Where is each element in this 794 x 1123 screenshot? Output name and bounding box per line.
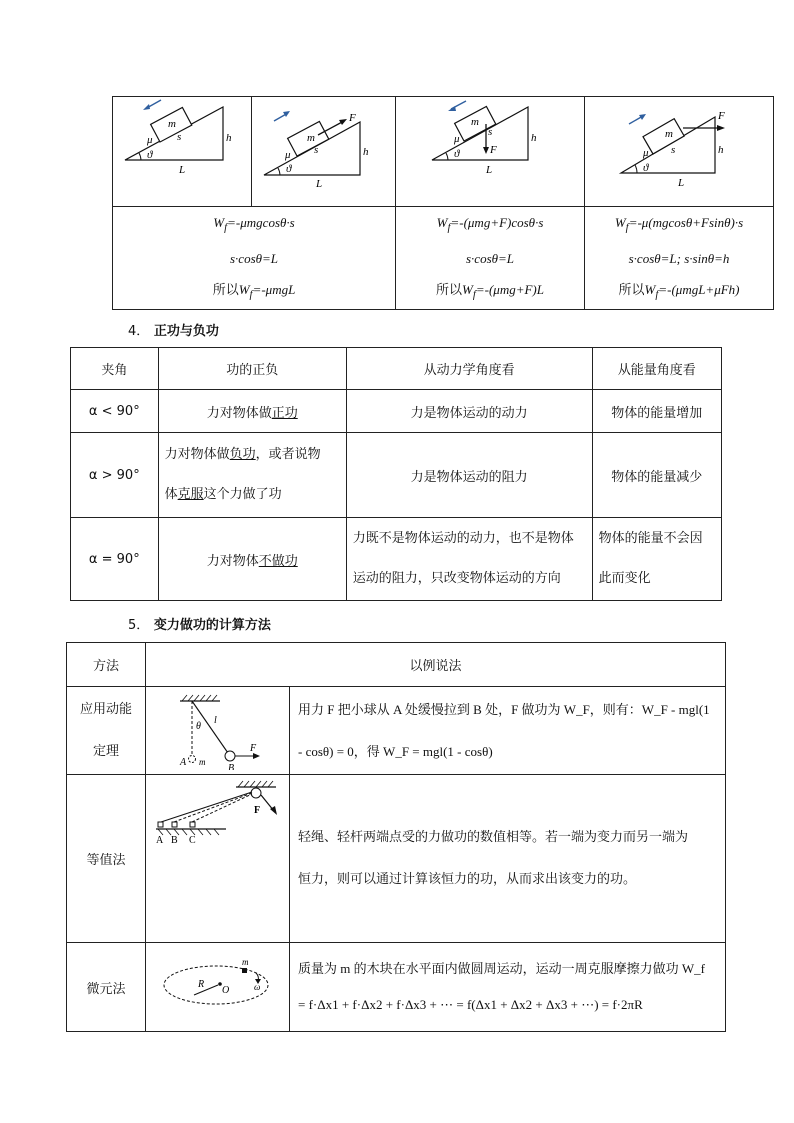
svg-text:A: A <box>156 835 164 846</box>
section-4-title: 正功与负功 <box>153 324 219 339</box>
svg-text:m: m <box>665 128 673 140</box>
energy-unchanged: 物体的能量不会因 此而变化 <box>592 518 721 601</box>
formula-cell-3: $W_f=-\mu(mgcos\theta+Fsin\theta)\cdot s$ s·cosθ=L; s·sinθ=h 所以$W_f=-(\mu mgL+\mu Fh)$ <box>585 207 774 310</box>
svg-text:ω: ω <box>254 982 261 992</box>
header-method: 方法 <box>67 643 146 687</box>
svg-text:m: m <box>471 116 479 128</box>
header-example: 以例说法 <box>146 643 726 687</box>
svg-text:B: B <box>171 835 178 846</box>
pulley-rope-diagram <box>146 775 289 855</box>
fig-circle-cell <box>146 943 290 1032</box>
svg-text:ϑ: ϑ <box>147 149 153 161</box>
header-sign: 功的正负 <box>158 348 346 390</box>
formula-cell-1: $W_f=-\mu mgcos\theta\cdot s$ s·cosθ=L 所以$W_f=$-μmgL <box>113 207 396 310</box>
svg-text:μ: μ <box>643 147 649 159</box>
dyn-driving: 力是物体运动的动力 <box>346 390 592 433</box>
svg-text:F: F <box>490 144 497 156</box>
svg-text:θ: θ <box>196 721 201 732</box>
pendulum-diagram <box>146 687 289 770</box>
angle-lt-90: α < 90° <box>71 390 159 433</box>
svg-text:s: s <box>488 126 493 138</box>
section-4-heading <box>128 320 219 339</box>
svg-text:F: F <box>718 110 725 122</box>
section-5-number: 5． <box>128 618 150 633</box>
svg-text:h: h <box>226 132 232 144</box>
circular-motion-diagram <box>146 943 289 1027</box>
svg-text:m: m <box>242 957 249 967</box>
sign-zero: 力对物体不做功 <box>158 518 346 601</box>
svg-text:ϑ: ϑ <box>454 148 460 160</box>
svg-text:C: C <box>189 835 196 846</box>
fig-pendulum-cell <box>146 687 290 775</box>
diagram-cell-1 <box>113 97 252 207</box>
energy-decrease: 物体的能量减少 <box>592 433 721 518</box>
sign-positive: 力对物体做正功 <box>158 390 346 433</box>
diagram-cell-2 <box>252 97 396 207</box>
svg-text:R: R <box>198 979 205 990</box>
svg-text:l: l <box>214 715 217 726</box>
sign-negative: 力对物体做负功，或者说物 体克服这个力做了功 <box>158 433 346 518</box>
svg-text:L: L <box>179 164 186 176</box>
incline-diagram-1 <box>113 97 251 202</box>
svg-text:A: A <box>180 757 187 768</box>
fig-pulley-cell <box>146 775 290 943</box>
example-kinetic-energy: 用力 F 把小球从 A 处缓慢拉到 B 处，F 做功为 W_F，则有：W_F - mgl(1 - cosθ) = 0，得 W_F = mgl(1 - cosθ) <box>290 687 726 775</box>
svg-text:s: s <box>177 131 182 143</box>
svg-text:L: L <box>316 178 323 190</box>
method-equivalent: 等值法 <box>67 775 146 943</box>
incline-diagram-3 <box>396 97 584 202</box>
incline-diagram-2 <box>252 97 395 202</box>
method-kinetic-energy: 应用动能 定理 <box>67 687 146 775</box>
svg-text:O: O <box>222 985 230 996</box>
section-5-heading <box>128 614 271 633</box>
svg-text:h: h <box>531 132 537 144</box>
header-angle: 夹角 <box>71 348 159 390</box>
dyn-resisting: 力是物体运动的阻力 <box>346 433 592 518</box>
positive-negative-work-table <box>70 347 722 601</box>
section-5-title: 变力做功的计算方法 <box>153 618 271 633</box>
svg-text:s: s <box>314 144 319 156</box>
header-energy: 从能量角度看 <box>592 348 721 390</box>
example-micro-element: 质量为 m 的木块在水平面内做圆周运动，运动一周克服摩擦力做功 W_f = f·Δx1 + f·Δx2 + f·Δx3 + ⋯ = f(Δx1 + Δx2 + Δx3 + ⋯) = f·2πR <box>290 943 726 1032</box>
formula-cell-2: $W_f=-(\mu mg+F)\cos\theta\cdot s$ s·cosθ=L 所以$W_f=-(\mu mg+F)L$ <box>396 207 585 310</box>
energy-increase: 物体的能量增加 <box>592 390 721 433</box>
svg-text:ϑ: ϑ <box>643 162 649 174</box>
svg-text:h: h <box>363 146 369 158</box>
svg-text:L: L <box>678 177 685 189</box>
svg-text:F: F <box>250 743 257 754</box>
svg-text:B: B <box>228 763 235 770</box>
svg-text:ϑ: ϑ <box>286 163 292 175</box>
example-equivalent: 轻绳、轻杆两端点受的力做功的数值相等。若一端为变力而另一端为 恒力，则可以通过计算该恒力的功，从而求出该变力的功。 <box>290 775 726 943</box>
variable-force-work-table <box>66 642 726 1032</box>
svg-text:m: m <box>199 757 206 767</box>
svg-text:m: m <box>307 132 315 144</box>
dyn-neither: 力既不是物体运动的动力，也不是物体 运动的阻力，只改变物体运动的方向 <box>346 518 592 601</box>
method-micro-element: 微元法 <box>67 943 146 1032</box>
svg-text:m: m <box>168 118 176 130</box>
header-dynamics: 从动力学角度看 <box>346 348 592 390</box>
svg-text:h: h <box>718 144 724 156</box>
incline-diagram-4 <box>585 97 773 202</box>
svg-text:μ: μ <box>454 133 460 145</box>
svg-text:μ: μ <box>147 134 153 146</box>
diagram-cell-4 <box>585 97 774 207</box>
svg-text:F: F <box>254 805 261 816</box>
svg-text:s: s <box>671 144 676 156</box>
svg-text:F: F <box>349 112 356 124</box>
angle-eq-90: α = 90° <box>71 518 159 601</box>
svg-text:μ: μ <box>285 149 291 161</box>
diagram-cell-3 <box>396 97 585 207</box>
section-4-number: 4． <box>128 324 150 339</box>
angle-gt-90: α > 90° <box>71 433 159 518</box>
svg-text:L: L <box>486 164 493 176</box>
friction-work-table <box>112 96 774 310</box>
